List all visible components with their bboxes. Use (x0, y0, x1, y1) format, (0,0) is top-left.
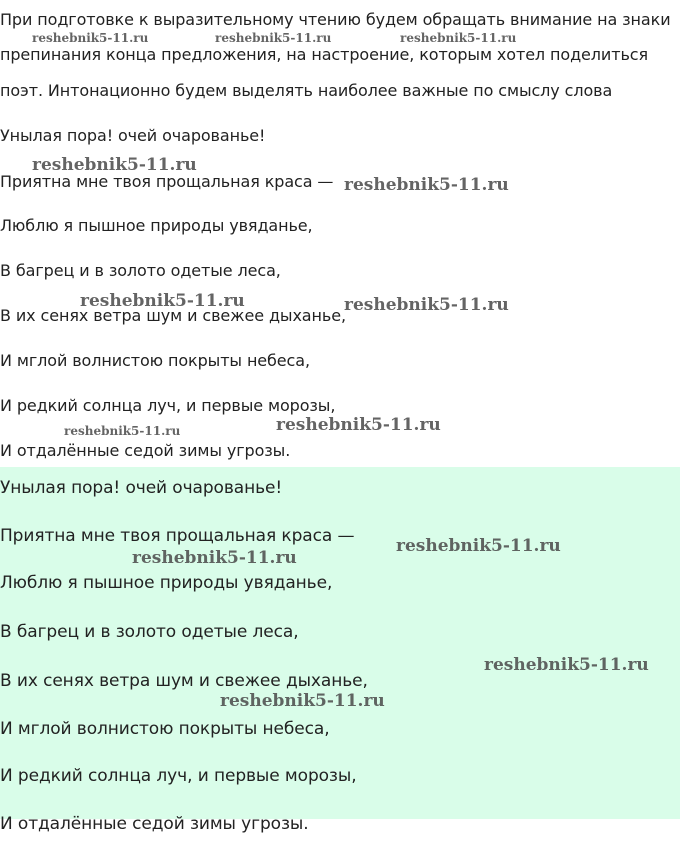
poem-line: Люблю я пышное природы увяданье, (0, 573, 333, 593)
watermark: reshebnik5-11.ru (220, 691, 385, 711)
watermark: reshebnik5-11.ru (64, 424, 181, 438)
watermark: reshebnik5-11.ru (32, 155, 197, 175)
poem-line: В их сенях ветра шум и свежее дыханье, (0, 306, 346, 325)
watermark: reshebnik5-11.ru (344, 295, 509, 315)
poem-line: В их сенях ветра шум и свежее дыханье, (0, 671, 368, 691)
poem-line: И мглой волнистою покрыты небеса, (0, 351, 310, 370)
poem-line: И редкий солнца луч, и первые морозы, (0, 766, 357, 786)
watermark: reshebnik5-11.ru (396, 536, 561, 556)
watermark: reshebnik5-11.ru (276, 415, 441, 435)
poem-line: Люблю я пышное природы увяданье, (0, 216, 313, 235)
poem-line: Приятна мне твоя прощальная краса — (0, 526, 355, 546)
poem-line: Приятна мне твоя прощальная краса — (0, 172, 334, 191)
watermark: reshebnik5-11.ru (344, 175, 509, 195)
poem-line: Унылая пора! очей очарованье! (0, 478, 283, 498)
poem-line: В багрец и в золото одетые леса, (0, 261, 281, 280)
intro-line: препинания конца предложения, на настроение, которым хотел поделиться (0, 45, 648, 64)
intro-line: При подготовке к выразительному чтению будем обращать внимание на знаки (0, 10, 671, 29)
watermark: reshebnik5-11.ru (484, 655, 649, 675)
watermark: reshebnik5-11.ru (215, 31, 332, 45)
watermark: reshebnik5-11.ru (80, 291, 245, 311)
intro-line: поэт. Интонационно будем выделять наиболее важные по смыслу слова (0, 81, 613, 100)
highlighted-poem-block (0, 467, 680, 834)
poem-line: И мглой волнистою покрыты небеса, (0, 719, 330, 739)
watermark: reshebnik5-11.ru (132, 548, 297, 568)
watermark: reshebnik5-11.ru (400, 31, 517, 45)
poem-line: Унылая пора! очей очарованье! (0, 126, 266, 145)
poem-line: И отдалённые седой зимы угрозы. (0, 814, 309, 834)
poem-line: В багрец и в золото одетые леса, (0, 622, 299, 642)
poem-line: И редкий солнца луч, и первые морозы, (0, 396, 336, 415)
poem-line: И отдалённые седой зимы угрозы. (0, 441, 291, 460)
watermark: reshebnik5-11.ru (32, 31, 149, 45)
